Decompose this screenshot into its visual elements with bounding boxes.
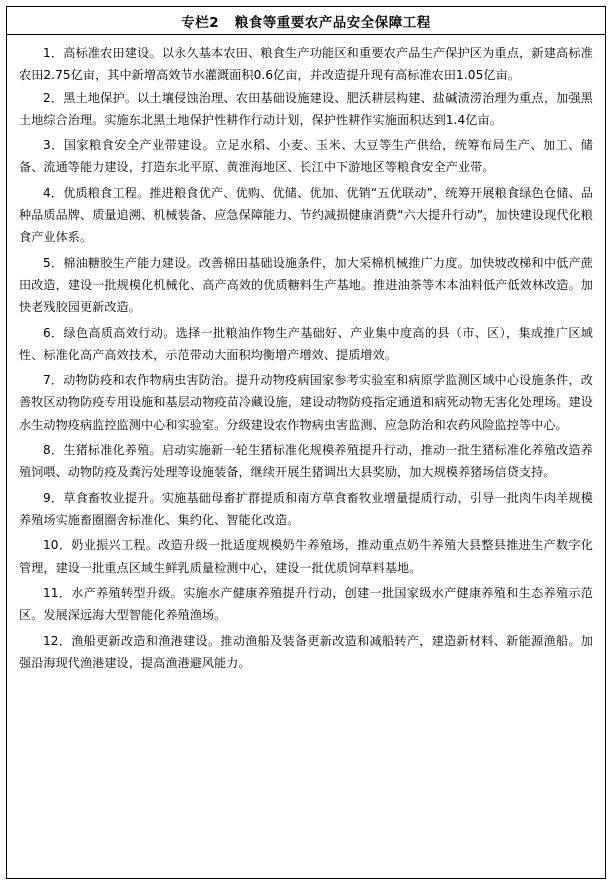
paragraph-5: 5．棉油糖胶生产能力建设。改善棉田基础设施条件，加大采棉机械推广力度。加快坡改梯和中低产蔗田改造，建设一批规模化机械化、高产高效的优质糖料生产基地。推进油茶等木本油料低产低效林改造。加快老残胶园更新改造。 (19, 255, 593, 315)
paragraph-11: 11．水产养殖转型升级。实施水产健康养殖提升行动，创建一批国家级水产健康养殖和生态养殖示范区。发展深远海大型智能化养殖渔场。 (19, 586, 593, 623)
document-title-bar (7, 7, 605, 35)
paragraph-2: 2．黑土地保护。以土壤侵蚀治理、农田基础设施建设、肥沃耕层构建、盐碱渍涝治理为重点，加强黑土地综合治理。实施东北黑土地保护性耕作行动计划，保护性耕作实施面积达到1.4亿亩。 (19, 90, 593, 127)
paragraph-4: 4．优质粮食工程。推进粮食优产、优购、优储、优加、优销“五优联动”，统筹开展粮食绿色仓储、品种品质品牌、质量追溯、机械装备、应急保障能力、节约减损健康消费“六大提升行动”，加快建设现代化粮食产业体系。 (19, 186, 593, 245)
paragraph-9: 9．草食畜牧业提升。实施基础母畜扩群提质和南方草食畜牧业增量提质行动，引导一批肉牛肉羊规模养殖场实施畜圈圈舍标准化、集约化、智能化改造。 (19, 490, 593, 527)
paragraph-8: 8．生猪标准化养殖。启动实施新一轮生猪标准化规模养殖提升行动，推动一批生猪标准化养殖改造养殖饲喂、动物防疫及粪污处理等设施装备，继续开展生猪调出大县奖励，加大规模养猪场信贷支持。 (19, 443, 593, 480)
document-border-box (6, 6, 606, 879)
document-body (7, 35, 605, 674)
paragraph-12: 12．渔船更新改造和渔港建设。推动渔船及装备更新改造和减船转产，建造新材料、新能源渔船。加强沿海现代渔港建设，提高渔港避风能力。 (19, 633, 593, 670)
paragraph-10: 10．奶业振兴工程。改造升级一批适度规模奶牛养殖场，推动重点奶牛养殖大县整县推进生产数字化管理，建设一批重点区域生鲜乳质量检测中心，建设一批优质饲草料基地。 (19, 538, 593, 575)
paragraph-1: 1．高标准农田建设。以永久基本农田、粮食生产功能区和重要农产品生产保护区为重点，新建高标准农田2.75亿亩，其中新增高效节水灌溉面积0.6亿亩，并改造提升现有高标准农田1.05亿亩。 (19, 46, 593, 83)
paragraph-7: 7．动物防疫和农作物病虫害防治。提升动物疫病国家参考实验室和病原学监测区域中心设施条件，改善牧区动物防疫专用设施和基层动物疫苗冷藏设施，建设动物防疫指定通道和病死动物无害化处理场。建设水生动物疫病监控监测中心和实验室。分级建设农作物病虫害监测、应急防治和农药风险监控等中心。 (19, 373, 593, 432)
paragraph-6: 6．绿色高质高效行动。选择一批粮油作物生产基础好、产业集中度高的县（市、区），集成推广区域性、标准化高产高效技术，示范带动大面积均衡增产增效、提质增效。 (19, 325, 593, 362)
paragraph-3: 3．国家粮食安全产业带建设。立足水稻、小麦、玉米、大豆等生产供给，统筹布局生产、加工、储备、流通等能力建设，打造东北平原、黄淮海地区、长江中下游地区等粮食安全产业带。 (19, 138, 593, 175)
page-title: 专栏2 粮食等重要农产品安全保障工程 (181, 14, 431, 31)
